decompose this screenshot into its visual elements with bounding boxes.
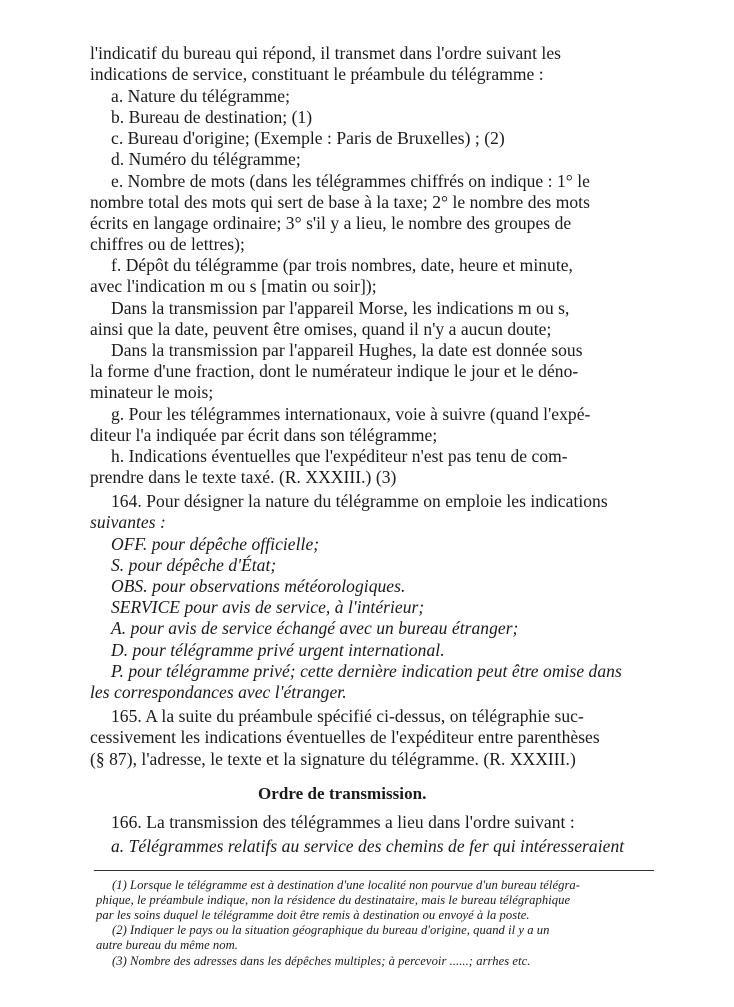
text-line: chiffres ou de lettres); (90, 234, 245, 254)
text-line: ainsi que la date, peuvent être omises, quand il n'y a aucun doute; (90, 319, 552, 339)
footnote-1: (1) Lorsque le télégramme est à destination d'une localité non pourvue d'un bureau télégra- (112, 878, 581, 892)
list-item-b: b. Bureau de destination; (1) (111, 107, 313, 127)
text-line: (§ 87), l'adresse, le texte et la signature du télégramme. (R. XXXIII.) (90, 749, 576, 769)
footnote-3: (3) Nombre des adresses dans les dépêches multiples; à percevoir ......; arrhes etc. (112, 954, 531, 968)
article-166-line: 166. La transmission des télégrammes a lieu dans l'ordre suivant : (111, 812, 575, 832)
text-line: la forme d'une fraction, dont le numérateur indique le jour et le déno- (90, 361, 579, 381)
code-service: SERVICE pour avis de service, à l'intérieur; (111, 597, 425, 617)
footnote-line: par les soins duquel le télégramme doit être remis à destination ou envoyé à la poste. (96, 908, 530, 922)
text-line: avec l'indication m ou s [matin ou soir]); (90, 276, 377, 296)
list-item-a: a. Nature du télégramme; (111, 86, 291, 106)
list-item-f: f. Dépôt du télégramme (par trois nombres, date, heure et minute, (111, 255, 573, 275)
article-164-line: 164. Pour désigner la nature du télégramme on emploie les indications (111, 491, 608, 511)
code-obs: OBS. pour observations météorologiques. (111, 576, 406, 596)
text-line: les correspondances avec l'étranger. (90, 682, 347, 702)
code-s: S. pour dépêche d'État; (111, 555, 277, 575)
footnote-line: phique, le préambule indique, non la résidence du destinataire, mais le bureau télégraphique (96, 893, 571, 907)
text-line: l'indicatif du bureau qui répond, il transmet dans l'ordre suivant les (90, 43, 562, 63)
text-line: Dans la transmission par l'appareil Morse, les indications m ou s, (111, 298, 570, 318)
text-line: a. Télégrammes relatifs au service des chemins de fer qui intéresseraient (111, 836, 625, 856)
list-item-h: h. Indications éventuelles que l'expéditeur n'est pas tenu de com- (111, 446, 568, 466)
code-a: A. pour avis de service échangé avec un bureau étranger; (111, 618, 519, 638)
footnote-line: autre bureau du même nom. (96, 938, 238, 952)
text-line: diteur l'a indiquée par écrit dans son télégramme; (90, 425, 438, 445)
list-item-c: c. Bureau d'origine; (Exemple : Paris de Bruxelles) ; (2) (111, 128, 505, 148)
section-heading: Ordre de transmission. (258, 784, 427, 803)
footnote-divider (94, 870, 654, 871)
text-line: écrits en langage ordinaire; 3° s'il y a lieu, le nombre des groupes de (90, 213, 572, 233)
code-off: OFF. pour dépêche officielle; (111, 534, 320, 554)
text-line: minateur le mois; (90, 382, 214, 402)
text-line: indications de service, constituant le préambule du télégramme : (90, 64, 544, 84)
list-item-g: g. Pour les télégrammes internationaux, voie à suivre (quand l'expé- (111, 404, 591, 424)
article-165-line: 165. A la suite du préambule spécifié ci-dessus, on télégraphie suc- (111, 706, 584, 726)
footnote-2: (2) Indiquer le pays ou la situation géographique du bureau d'origine, quand il y a un (112, 923, 550, 937)
code-d: D. pour télégramme privé urgent international. (111, 640, 445, 660)
text-line: nombre total des mots qui sert de base à la taxe; 2° le nombre des mots (90, 192, 590, 212)
list-item-e: e. Nombre de mots (dans les télégrammes chiffrés on indique : 1° le (111, 171, 590, 191)
text-line: prendre dans le texte taxé. (R. XXXIII.) (3) (90, 467, 397, 487)
list-item-d: d. Numéro du télégramme; (111, 149, 301, 169)
text-line: cessivement les indications éventuelles de l'expéditeur entre parenthèses (90, 727, 600, 747)
text-line: suivantes : (90, 512, 166, 532)
code-p: P. pour télégramme privé; cette dernière indication peut être omise dans (111, 661, 622, 681)
text-line: Dans la transmission par l'appareil Hughes, la date est donnée sous (111, 340, 583, 360)
